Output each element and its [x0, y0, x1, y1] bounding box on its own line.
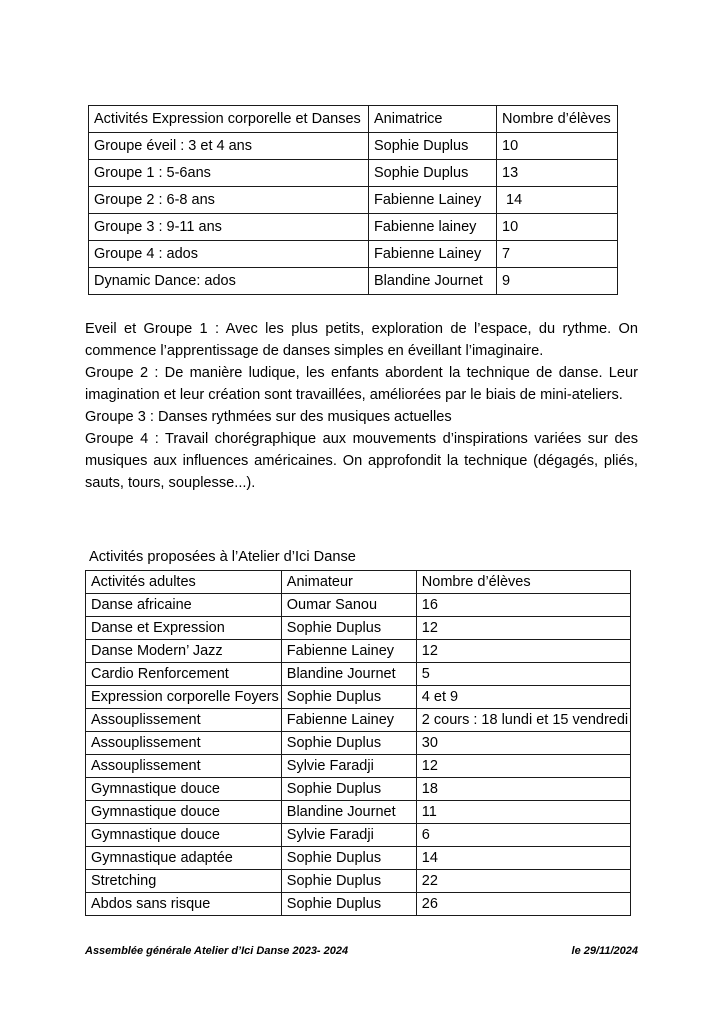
group-descriptions	[85, 318, 638, 494]
column-header: Nombre d’élèves	[497, 106, 618, 133]
table-row	[86, 824, 631, 847]
table-cell: Sophie Duplus	[281, 732, 416, 755]
table-cell: 7	[497, 241, 618, 268]
table-row	[86, 893, 631, 916]
column-header: Nombre d’élèves	[416, 571, 630, 594]
table-cell: Sophie Duplus	[281, 778, 416, 801]
table-cell: Blandine Journet	[369, 268, 497, 295]
table-cell: Fabienne Lainey	[369, 241, 497, 268]
table-cell: Assouplissement	[86, 732, 282, 755]
table-cell: 12	[416, 755, 630, 778]
description-paragraph: Eveil et Groupe 1 : Avec les plus petits, exploration de l’espace, du rythme. On commence l’apprentissage de danses simples en éveillant l’imaginaire.	[85, 321, 638, 359]
table-cell: Gymnastique douce	[86, 824, 282, 847]
table-row	[86, 594, 631, 617]
table-cell: Sylvie Faradji	[281, 824, 416, 847]
table-cell: Fabienne Lainey	[369, 187, 497, 214]
table-cell: Groupe 3 : 9-11 ans	[89, 214, 369, 241]
table-row	[89, 187, 618, 214]
table-cell: Blandine Journet	[281, 663, 416, 686]
table-cell: Fabienne Lainey	[281, 709, 416, 732]
table-cell: Dynamic Dance: ados	[89, 268, 369, 295]
table-cell: Fabienne Lainey	[281, 640, 416, 663]
table-row	[86, 732, 631, 755]
table-cell: Expression corporelle Foyers	[86, 686, 282, 709]
description-paragraph: Groupe 4 : Travail chorégraphique aux mouvements d’inspirations variées sur des musiques aux influences américaines. On approfondit la technique (dégagés, pliés, sauts, tours, souplesse...).	[85, 431, 638, 491]
table-cell: Sophie Duplus	[281, 617, 416, 640]
table-cell: 10	[497, 214, 618, 241]
table-row	[86, 617, 631, 640]
table-row	[89, 241, 618, 268]
table-cell: 11	[416, 801, 630, 824]
table-cell: Sophie Duplus	[281, 847, 416, 870]
table-cell: Cardio Renforcement	[86, 663, 282, 686]
table-cell: Abdos sans risque	[86, 893, 282, 916]
table-cell: Stretching	[86, 870, 282, 893]
table-cell: 2 cours : 18 lundi et 15 vendredi	[416, 709, 630, 732]
table-row	[89, 214, 618, 241]
table-cell: 10	[497, 133, 618, 160]
table-cell: 30	[416, 732, 630, 755]
table-cell: Danse Modern’ Jazz	[86, 640, 282, 663]
table-cell: Assouplissement	[86, 755, 282, 778]
table-row	[89, 133, 618, 160]
table-cell: 5	[416, 663, 630, 686]
description-paragraph: Groupe 2 : De manière ludique, les enfants abordent la technique de danse. Leur imagination et leur création sont travaillées, améliorées par le biais de mini-ateliers.	[85, 365, 638, 403]
table-cell: Assouplissement	[86, 709, 282, 732]
table-header-row	[89, 106, 618, 133]
table-row	[86, 847, 631, 870]
table-cell: Gymnastique douce	[86, 778, 282, 801]
table-row	[86, 709, 631, 732]
table-cell: 26	[416, 893, 630, 916]
table-cell: Sophie Duplus	[369, 133, 497, 160]
table-row	[86, 663, 631, 686]
table-cell: 14	[416, 847, 630, 870]
table-row	[86, 778, 631, 801]
table-row	[86, 755, 631, 778]
section-title: Activités proposées à l’Atelier d’Ici Danse	[89, 549, 356, 565]
column-header: Animateur	[281, 571, 416, 594]
table-cell: Sophie Duplus	[281, 893, 416, 916]
table-cell: Groupe 2 : 6-8 ans	[89, 187, 369, 214]
table-cell: Sophie Duplus	[281, 870, 416, 893]
children-activities-table	[88, 105, 618, 295]
table-cell: 4 et 9	[416, 686, 630, 709]
table-row	[89, 160, 618, 187]
table-cell: 12	[416, 617, 630, 640]
table-cell: Blandine Journet	[281, 801, 416, 824]
table-cell: Sophie Duplus	[281, 686, 416, 709]
adult-activities-table	[85, 570, 631, 916]
footer-date: le 29/11/2024	[571, 945, 638, 957]
footer-document-title: Assemblée générale Atelier d’Ici Danse 2023- 2024	[85, 945, 349, 957]
page-footer	[85, 944, 638, 958]
table-cell: 12	[416, 640, 630, 663]
table-cell: 18	[416, 778, 630, 801]
table-cell: Groupe 1 : 5-6ans	[89, 160, 369, 187]
table-cell: Groupe éveil : 3 et 4 ans	[89, 133, 369, 160]
table-row	[86, 640, 631, 663]
table-cell: Oumar Sanou	[281, 594, 416, 617]
table-row	[89, 268, 618, 295]
table-cell: 16	[416, 594, 630, 617]
table-row	[86, 870, 631, 893]
table-cell: 14	[497, 187, 618, 214]
table-cell: Fabienne lainey	[369, 214, 497, 241]
column-header: Activités adultes	[86, 571, 282, 594]
table-cell: Sophie Duplus	[369, 160, 497, 187]
table-cell: 22	[416, 870, 630, 893]
table-cell: Gymnastique douce	[86, 801, 282, 824]
column-header: Animatrice	[369, 106, 497, 133]
table-header-row	[86, 571, 631, 594]
table-cell: 9	[497, 268, 618, 295]
column-header: Activités Expression corporelle et Danses	[89, 106, 369, 133]
table-cell: Gymnastique adaptée	[86, 847, 282, 870]
table-cell: 13	[497, 160, 618, 187]
table-cell: Danse africaine	[86, 594, 282, 617]
table-cell: Danse et Expression	[86, 617, 282, 640]
table-cell: 6	[416, 824, 630, 847]
description-paragraph: Groupe 3 : Danses rythmées sur des musiques actuelles	[85, 409, 452, 425]
table-cell: Groupe 4 : ados	[89, 241, 369, 268]
table-row	[86, 801, 631, 824]
table-cell: Sylvie Faradji	[281, 755, 416, 778]
table-row	[86, 686, 631, 709]
